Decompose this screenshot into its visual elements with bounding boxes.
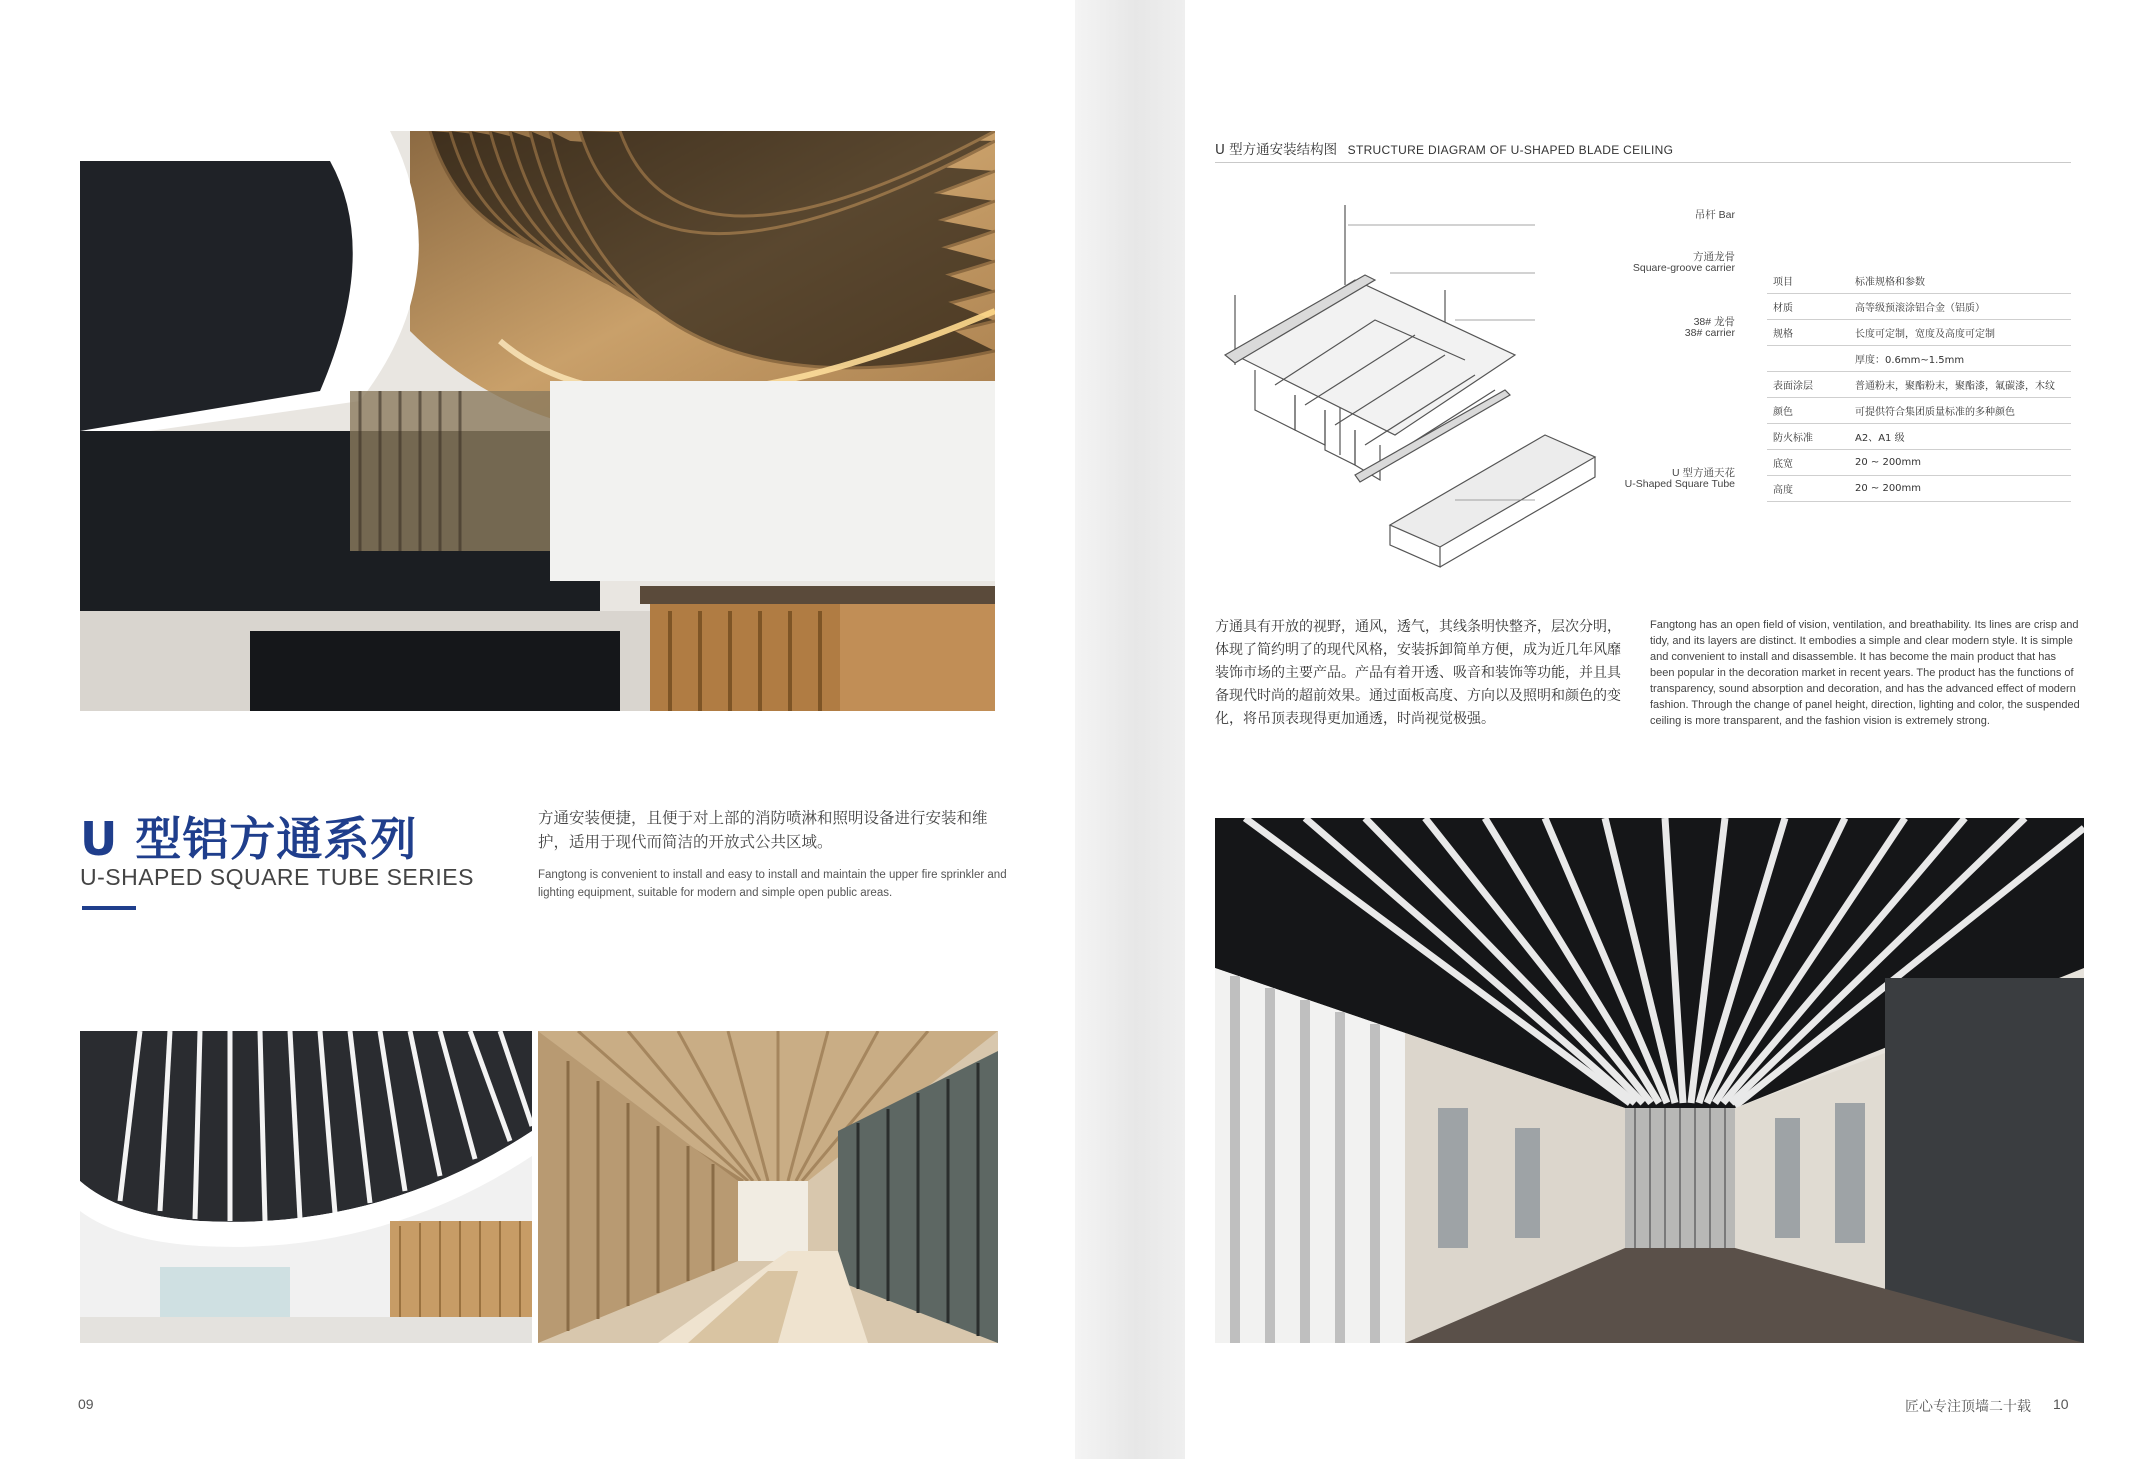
callout-38-carrier-cn: 38# 龙骨 xyxy=(1693,316,1735,328)
photo-elevator-lobby-graphic xyxy=(1215,818,2084,1343)
spec-key: 防火标准 xyxy=(1767,424,1855,450)
spec-value: 长度可定制，宽度及高度可定制 xyxy=(1855,320,2071,346)
spec-header-row xyxy=(1767,268,2071,294)
photo-wood-corridor-graphic xyxy=(538,1031,998,1343)
intro-text-en: Fangtong is convenient to install and easy to install and maintain the upper fire sprinkler and lighting equipment, suitable for modern and simple open public areas. xyxy=(538,869,1007,899)
callout-carrier-cn: 方通龙骨 xyxy=(1693,251,1735,263)
hero-photo-graphic xyxy=(80,131,995,711)
footer-slogan: 匠心专注顶墙二十载 xyxy=(1905,1398,2031,1414)
callout-38-carrier xyxy=(1590,317,1735,339)
book-gutter xyxy=(1075,0,1185,1459)
callout-bar xyxy=(1590,210,1735,221)
spec-row xyxy=(1767,320,2071,346)
photo-white-lobby-graphic xyxy=(80,1031,532,1343)
page-number-left: 09 xyxy=(78,1396,94,1412)
spec-row xyxy=(1767,294,2071,320)
intro-text-cn: 方通安装便捷，且便于对上部的消防喷淋和照明设备进行安装和维护，适用于现代而简洁的开放式公共区域。 xyxy=(538,809,988,851)
photo-wood-corridor xyxy=(538,1031,998,1343)
page-number-right: 10 xyxy=(2053,1396,2069,1412)
callout-u-tube-cn: U 型方通天花 xyxy=(1672,467,1735,479)
spec-key: 颜色 xyxy=(1767,398,1855,424)
title-accent-bar xyxy=(82,906,136,910)
photo-white-lobby-slats xyxy=(80,1031,532,1343)
callout-carrier xyxy=(1550,252,1735,274)
spec-value: 可提供符合集团质量标准的多种颜色 xyxy=(1855,398,2071,424)
section-title-cn: U 型方通安装结构图 xyxy=(1215,142,1338,158)
spec-key: 材质 xyxy=(1767,294,1855,320)
photo-elevator-lobby xyxy=(1215,818,2084,1343)
spec-row xyxy=(1767,346,2071,372)
spec-row xyxy=(1767,476,2071,502)
spec-key: 规格 xyxy=(1767,320,1855,346)
left-page xyxy=(0,0,1075,1459)
spec-row xyxy=(1767,424,2071,450)
spec-key: 表面涂层 xyxy=(1767,372,1855,398)
spec-value: 厚度：0.6mm~1.5mm xyxy=(1855,346,2071,372)
right-page xyxy=(1185,0,2151,1459)
callout-u-tube xyxy=(1550,468,1735,490)
series-title-en: U-SHAPED SQUARE TUBE SERIES xyxy=(80,864,474,890)
description-en: Fangtong has an open field of vision, ventilation, and breathability. Its lines are crisp and tidy, and its layers are distinct. It embodies a simple and clear modern style. It is simple and convenient to install and disassemble. It has become the main product that has been popular in the decoration market in recent years. The product has the functions of transparency, sound absorption and decoration, and has the advanced effect of modern fashion. Through the change of panel height, direction, lighting and color, the suspended ceiling is more transparent, and the fashion vision is extremely strong. xyxy=(1650,619,2080,727)
spec-value: 20 ~ 200mm xyxy=(1855,450,2071,476)
description-cn: 方通具有开放的视野，通风，透气，其线条明快整齐，层次分明，体现了简约明了的现代风格，安装拆卸简单方便，成为近几年风靡装饰市场的主要产品。产品有着开透、吸音和装饰等功能，并且具备现代时尚的超前效果。通过面板高度、方向以及照明和颜色的变化，将吊顶表现得更加通透，时尚视觉极强。 xyxy=(1215,619,1621,727)
hero-photo-wood-ceiling xyxy=(80,131,995,711)
spec-header-value: 标准规格和参数 xyxy=(1855,268,2071,294)
series-title-cn: U 型铝方通系列 xyxy=(80,812,418,866)
spec-row xyxy=(1767,450,2071,476)
callout-carrier-en: Square-groove carrier xyxy=(1632,262,1735,274)
spec-value: 普通粉末，聚酯粉末，聚酯漆，氟碳漆，木纹 xyxy=(1855,372,2071,398)
spec-value: A2、A1 级 xyxy=(1855,424,2071,450)
callout-u-tube-en: U-Shaped Square Tube xyxy=(1624,478,1735,490)
spec-row xyxy=(1767,372,2071,398)
spec-table xyxy=(1767,268,2071,502)
spec-value: 20 ~ 200mm xyxy=(1855,476,2071,502)
callout-bar-label: 吊杆 Bar xyxy=(1694,209,1735,221)
spec-value: 高等级预滚涂铝合金（铝质） xyxy=(1855,294,2071,320)
spec-key: 底宽 xyxy=(1767,450,1855,476)
section-header xyxy=(1215,138,2071,163)
spec-header-item: 项目 xyxy=(1767,268,1855,294)
callout-38-carrier-en: 38# carrier xyxy=(1684,327,1735,339)
spec-key: 高度 xyxy=(1767,476,1855,502)
spec-row xyxy=(1767,398,2071,424)
spec-key xyxy=(1767,346,1855,372)
section-title-en: STRUCTURE DIAGRAM OF U-SHAPED BLADE CEILING xyxy=(1347,143,1674,157)
